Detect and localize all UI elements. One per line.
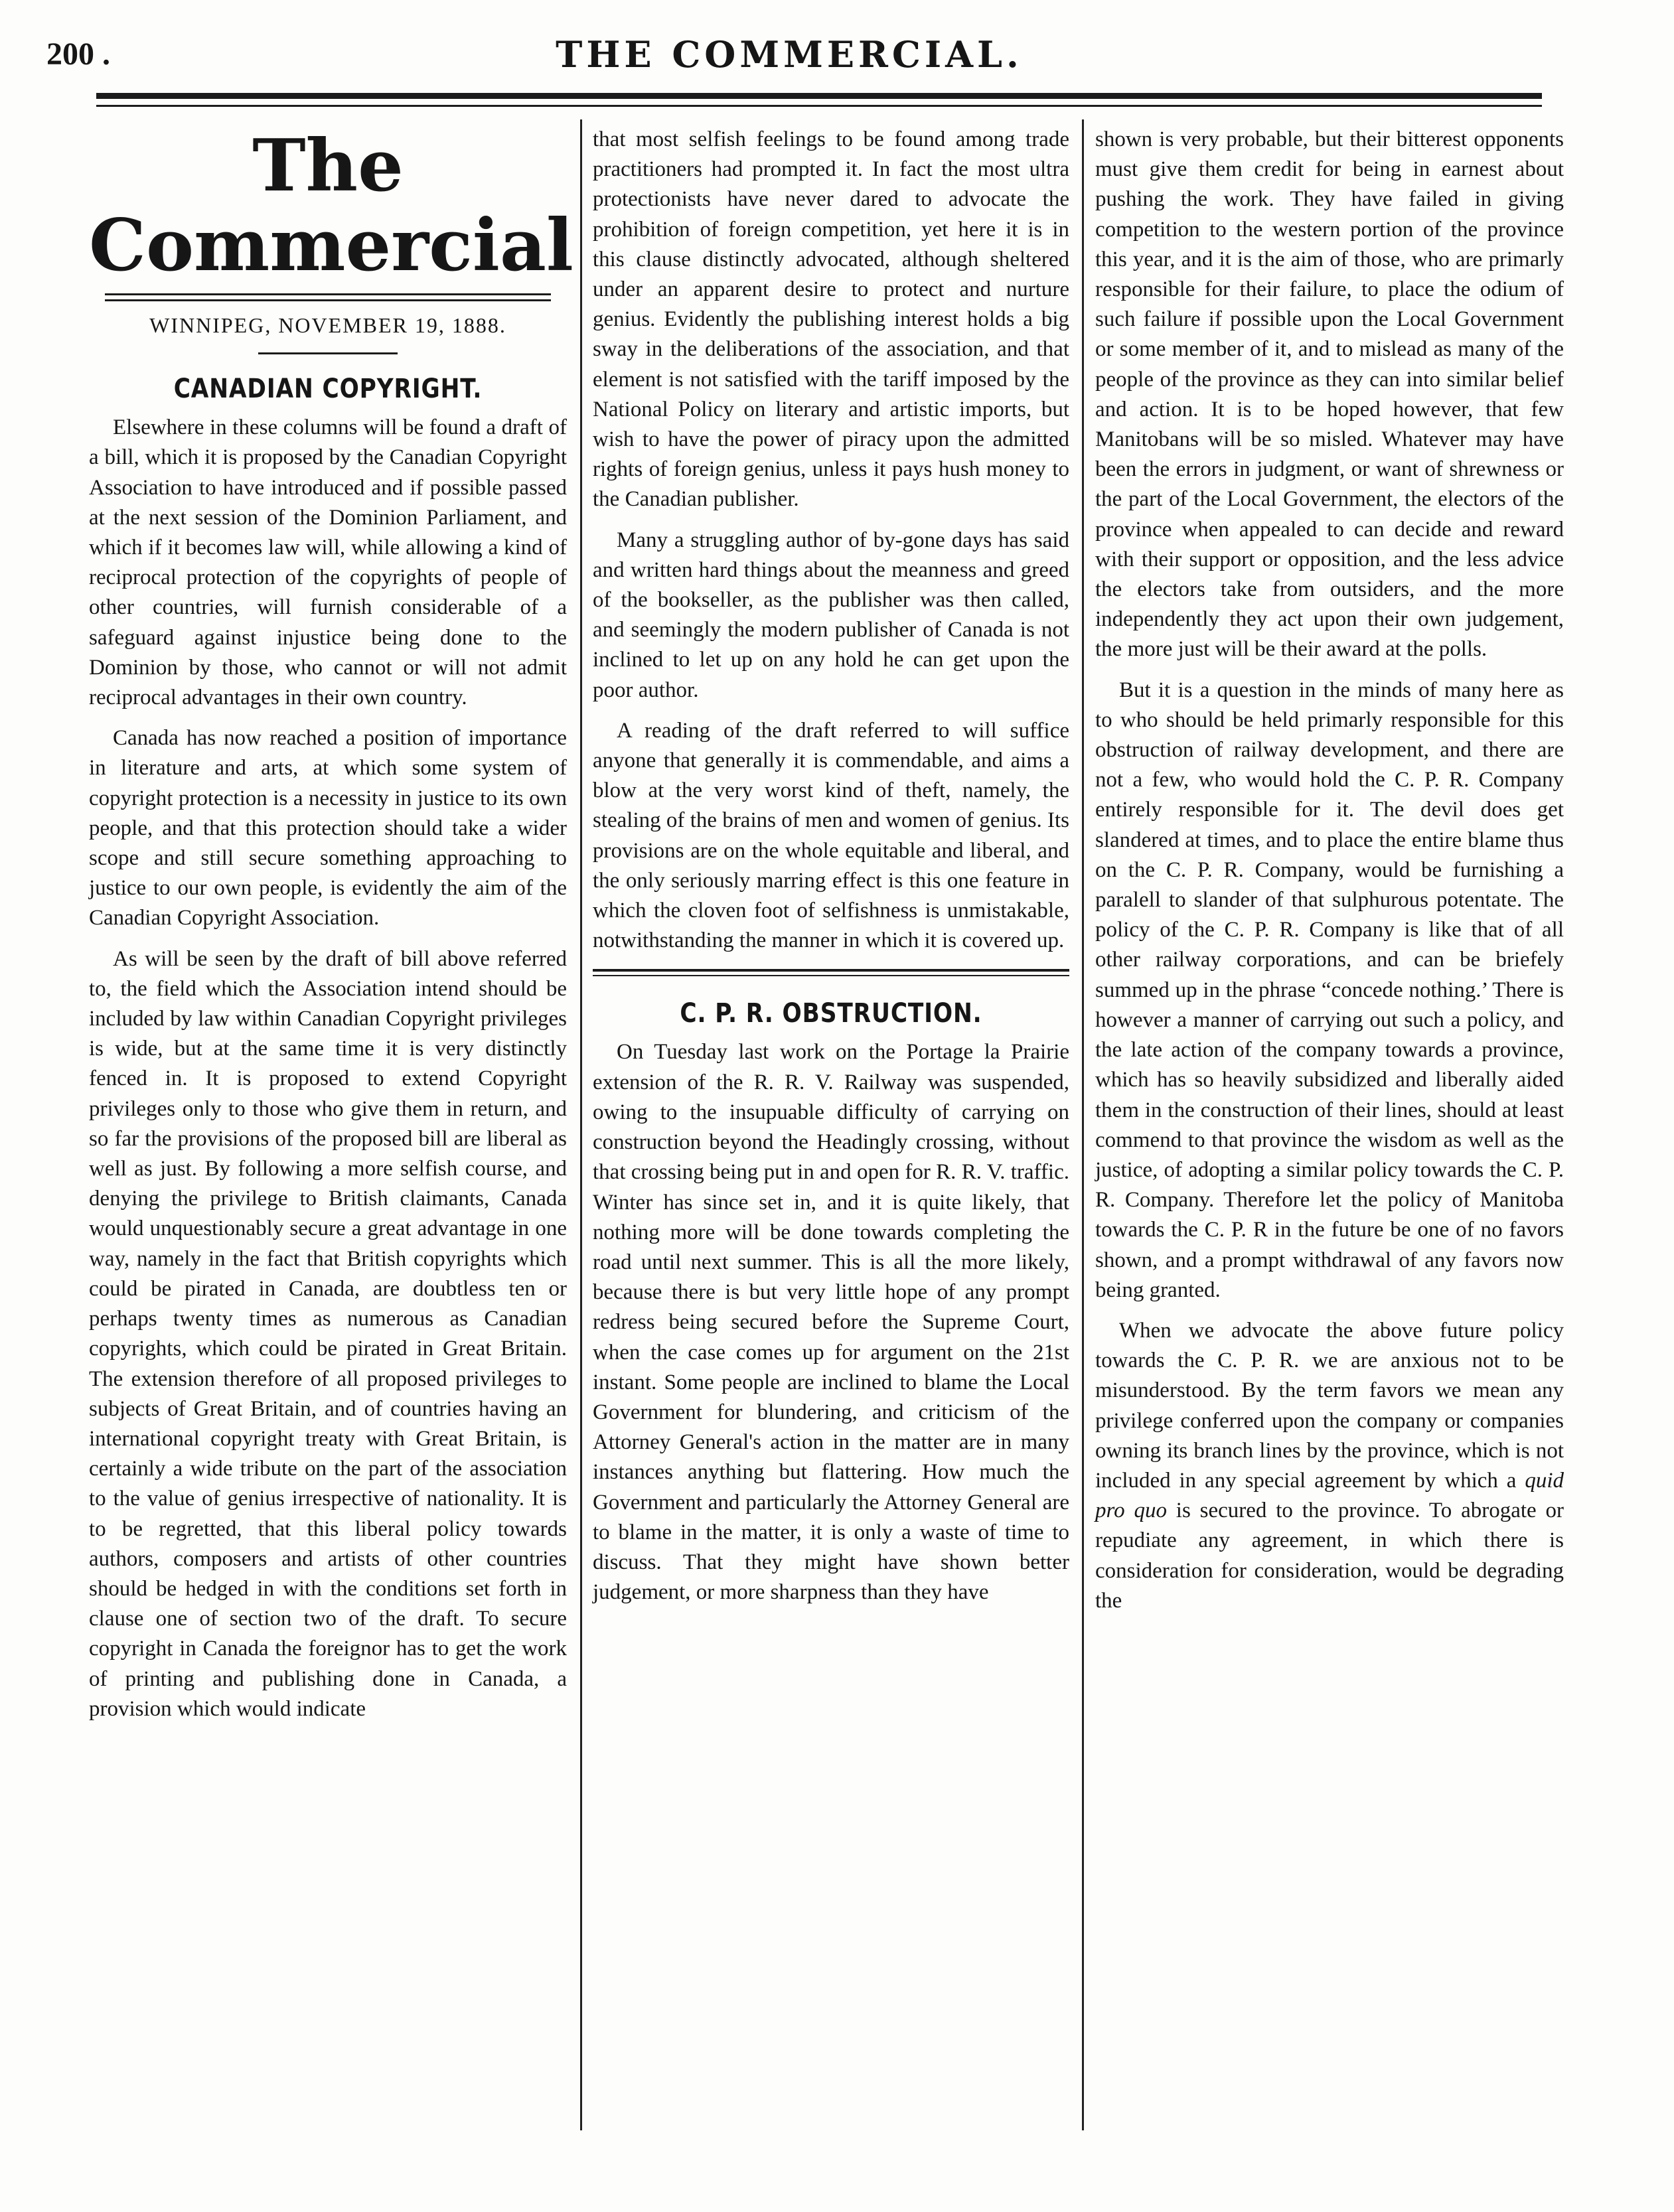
dateline-rule	[258, 352, 398, 354]
article-paragraph: shown is very probable, but their bitterest opponents must give them credit for being in earnest about pushing the work. They have failed in giving competition to the western portion of the province this year, and it is the aim of those, who are primarly responsible for their failure, to place the odium of such failure if possible upon the Local Government or some member of it, and to mislead as many of the people of the province as they can into similar belief and action. It is to be hoped however, that few Manitobans will be so misled. Whatever may have been the errors in judgment, or want of shrewness or the part of the Local Government, the electors of the province when appealed to can decide and reward with their support or opposition, and the less advice the electors take from outsiders, and the more independently they act upon their own judgement, the more just will be their award at the polls.	[1095, 127, 1564, 662]
column-1	[89, 124, 573, 1724]
dateline: WINNIPEG, NOVEMBER 19, 1888.	[149, 313, 506, 337]
article-paragraph: Elsewhere in these columns will be found a draft of a bill, which it is proposed by the Canadian Copyright Association to have introduced and if possible passed at the next session of the Dominion Parliament, and which if it becomes law will, while allowing a kind of reciprocal protection of the copyrights of people of other countries, will furnish considerable of a safeguard against injustice being done to the Dominion by those, who cannot or will not admit reciprocal advantages in their own country.	[89, 415, 567, 710]
running-masthead: THE COMMERCIAL.	[556, 33, 1023, 76]
newspaper-title: The Commercial	[89, 124, 573, 287]
column-divider-1	[580, 119, 582, 2130]
column-3	[1095, 125, 1564, 1616]
section-rule	[593, 969, 1069, 972]
headline-cpr-obstruction: C. P. R. OBSTRUCTION.	[680, 998, 982, 1029]
page-number: 200 .	[46, 37, 110, 72]
page-header	[38, 35, 1540, 76]
column-divider-2	[1082, 119, 1084, 2130]
article-paragraph: Many a struggling author of by-gone days has said and written hard things about the meanness and greed of the bookseller, as the publisher was then called, and seemingly the modern publisher of Canada is not inclined to let up on any hold he can get upon the poor author.	[593, 528, 1069, 702]
headline-canadian-copyright: CANADIAN COPYRIGHT.	[173, 374, 483, 405]
italic-phrase: quid pro quo	[1095, 1468, 1564, 1523]
paragraph-text: When we advocate the above future policy towards the C. P. R. we are anxious not to be misunderstood. By the term favors we mean any privilege conferred upon the company or companies owning its branch lines by the province, which is not included in any special agreement by which a	[1095, 1318, 1564, 1493]
article-paragraph	[1095, 1316, 1564, 1616]
header-rule-thick	[96, 93, 1542, 99]
article-paragraph: As will be seen by the draft of bill above referred to, the field which the Association intend should be included by law within Canadian Copyright privileges is wide, but at the same time it is very distinctly fenced in. It is proposed to extend Copyright privileges only to those who give them in return, and so far the provisions of the proposed bill are liberal as well as just. By following a more selfish course, and denying the privilege to British claimants, Canada would unquestionably secure a great advantage in one way, namely in the fact that British copyrights which could be pirated in Canada, are doubtless ten or perhaps twenty times as numerous as Canadian copyrights, which could be pirated in Great Britain. The extension therefore of all proposed privileges to subjects of Great Britain, and of countries having an international copyright treaty with Great Britain, is certainly a wide tribute on the part of the association to the value of genius irrespective of nationality. It is to be regretted, that this liberal policy towards authors, composers and artists of other countries should be hedged in with the conditions set forth in clause one of section two of the draft. To secure copyright in Canada the foreignor has to get the work of printing and publishing done in Canada, a provision which would indicate	[89, 946, 567, 1721]
column-2	[593, 125, 1069, 1607]
article-paragraph: that most selfish feelings to be found among trade practitioners had prompted it. In fact the most ultra protectionists have never dared to advocate the prohibition of foreign competition, yet here it is in this clause distinctly advocated, although sheltered under an apparent desire to protect and nurture genius. Evidently the publishing interest holds a big sway in the deliberations of the association, and that element is not satisfied with the tariff imposed by the National Policy on literary and artistic imports, but wish to have the power of piracy upon the admitted rights of foreign genius, unless it pays hush money to the Canadian publisher.	[593, 127, 1069, 512]
article-paragraph: Canada has now reached a position of importance in literature and arts, at which some system of copyright protection is a necessity in justice to its own people, and that this protection should take a wider scope and still secure something approaching to justice to our own people, is evidently the aim of the Canadian Copyright Association.	[89, 726, 567, 930]
header-rule-thin	[96, 105, 1542, 107]
article-paragraph: But it is a question in the minds of many here as to who should be held primarly responsible for this obstruction of railway development, and there are not a few, who would hold the C. P. R. Company entirely responsible for it. The devil does get slandered at times, and to place the entire blame thus on the C. P. R. Company, would be furnishing a paralell to slander of that sulphurous potentate. The policy of the C. P. R. Company is like that of all other railway corporations, and can be briefely summed up in the phrase “concede nothing.’ There is however a manner of carrying out such a policy, and the late action of the company towards a province, which has so heavily subsidized and liberally aided them in the construction of their lines, should at least commend to that province the wisdom as well as the justice, of adopting a similar policy towards the C. P. R. Company. Therefore let the policy of Manitoba towards the C. P. R in the future be one of no favors shown, and a prompt withdrawal of any favors now being granted.	[1095, 678, 1564, 1302]
paragraph-text: is secured to the province. To abrogate or repudiate any agreement, in which there is consideration for consideration, would be degrading the	[1095, 1499, 1564, 1613]
article-paragraph: On Tuesday last work on the Portage la Prairie extension of the R. R. V. Railway was suspended, owing to the insupuable difficulty of carrying on construction beyond the Headingly crossing, without that crossing being put in and open for R. R. V. traffic. Winter has since set in, and it is quite likely, that nothing more will be done towards completing the road until next summer. This is all the more likely, because there is but very little hope of any prompt redress being secured before the Supreme Court, when the case comes up for argument on the 21st instant. Some people are inclined to blame the Local Government for blundering, and criticism of the Attorney General's action in the matter are in many instances anything but flattering. How much the Government and particularly the Attorney General are to blame in the matter, it is only a waste of time to discuss. That they might have shown better judgement, or more sharpness than they have	[593, 1040, 1069, 1605]
section-rule-thin	[593, 975, 1069, 976]
title-double-rule	[105, 293, 551, 301]
article-paragraph: A reading of the draft referred to will suffice anyone that generally it is commendable, and aims a blow at the very worst kind of theft, namely, the stealing of the brains of men and women of genius. Its provisions are on the whole equitable and liberal, and the only seriously marring effect is this one feature in which the cloven foot of selfishness is unmistakable, notwithstanding the manner in which it is covered up.	[593, 718, 1069, 953]
